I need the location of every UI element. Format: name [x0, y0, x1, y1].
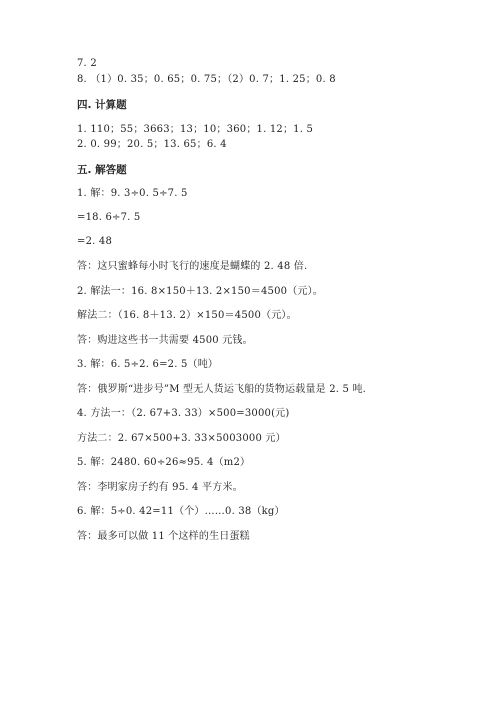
- solution-1-step-2: =18. 6÷7. 5: [77, 212, 141, 223]
- solution-3-step: 3. 解：6. 5÷2. 6=2. 5（吨）: [77, 359, 219, 370]
- answer-line-7: 7. 2: [77, 58, 97, 69]
- solution-5-answer: 答：李明家房子约有 95. 4 平方米。: [77, 482, 243, 493]
- solution-5-step: 5. 解：2480. 60÷26≈95. 4（m2）: [77, 457, 251, 468]
- solution-2-method-2: 解法二：（16. 8＋13. 2）×150＝4500（元）。: [77, 310, 297, 321]
- calc-answer-1: 1. 110；55；3663；13；10；360；1. 12；1. 5: [77, 124, 314, 135]
- solution-4-method-1: 4. 方法一：（2. 67+3. 33）×500=3000(元): [77, 408, 290, 419]
- section-heading-calculation: 四. 计算题: [77, 99, 127, 111]
- solution-2-method-1: 2. 解法一：16. 8×150＋13. 2×150＝4500（元）。: [77, 286, 323, 297]
- calc-answer-2: 2. 0. 99；20. 5；13. 65；6. 4: [77, 139, 227, 150]
- solution-6-step: 6. 解：5÷0. 42=11（个）……0. 38（kg）: [77, 506, 285, 517]
- answer-line-8: 8. （1）0. 35；0. 65；0. 75；（2）0. 7；1. 25；0. 8: [77, 74, 336, 85]
- solution-4-method-2: 方法二：2. 67×500+3. 33×5003000 元）: [77, 433, 286, 444]
- solution-1-step-3: =2. 48: [77, 236, 113, 247]
- solution-1-answer: 答：这只蜜蜂每小时飞行的速度是蝴蝶的 2. 48 倍.: [77, 261, 308, 272]
- section-heading-solutions: 五. 解答题: [77, 164, 127, 176]
- solution-1-step-1: 1. 解：9. 3÷0. 5÷7. 5: [77, 188, 188, 199]
- solution-6-answer: 答：最多可以做 11 个这样的生日蛋糕: [77, 531, 250, 542]
- solution-3-answer: 答：俄罗斯“进步号”M 型无人货运飞船的货物运载量是 2. 5 吨.: [77, 384, 367, 395]
- solution-2-answer: 答：购进这些书一共需要 4500 元钱。: [77, 335, 253, 346]
